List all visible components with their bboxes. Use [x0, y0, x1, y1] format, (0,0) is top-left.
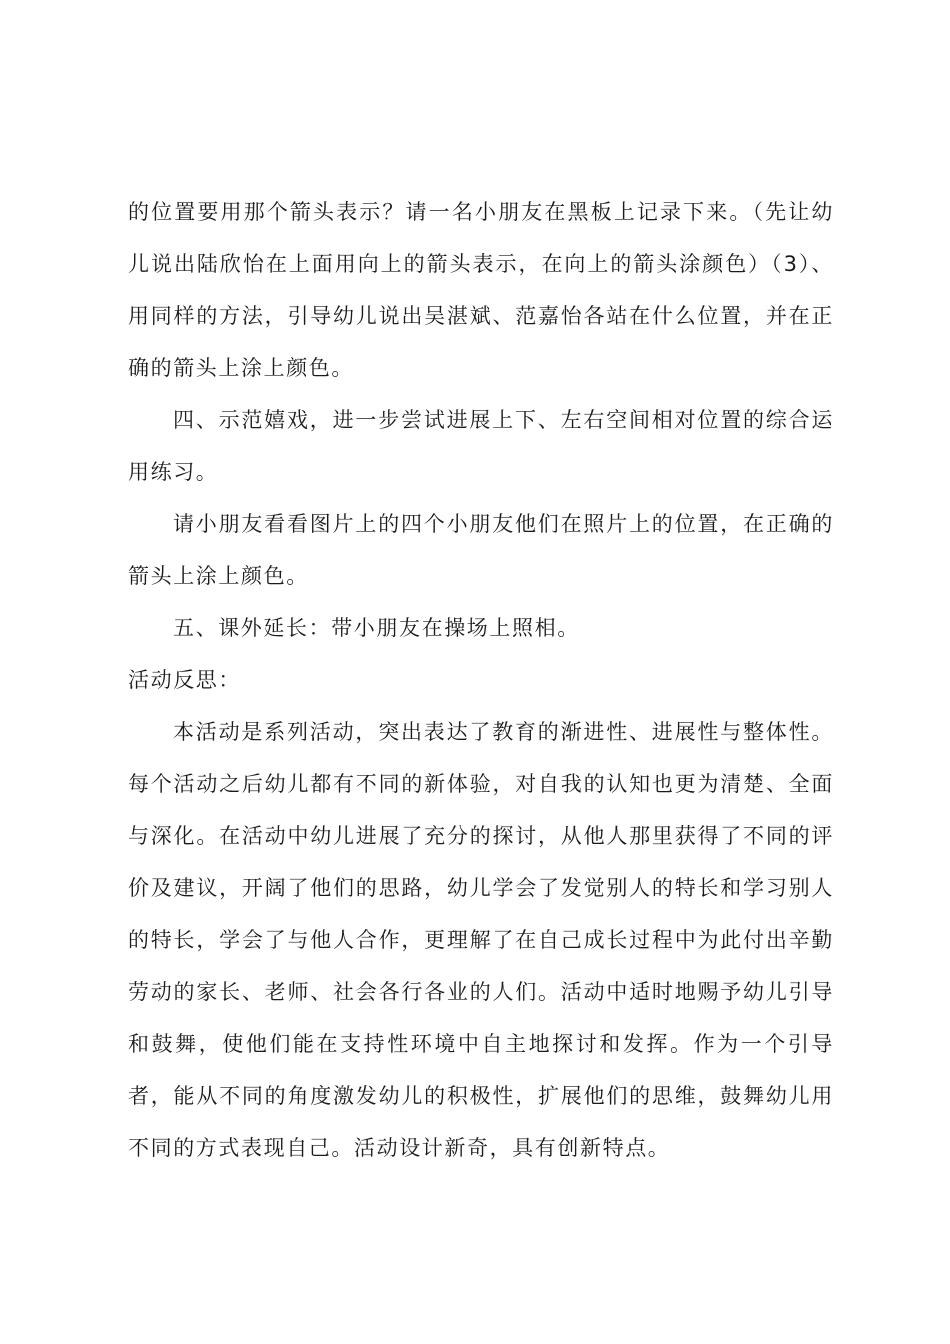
paragraph-step-four: 四、示范嬉戏，进一步尝试进展上下、左右空间相对位置的综合运用练习。: [128, 408, 834, 484]
paragraph-reflection: 本活动是系列活动，突出表达了教育的渐进性、进展性与整体性。每个活动之后幼儿都有不同的新体验，对自我的认知也更为清楚、全面与深化。在活动中幼儿进展了充分的探讨，从他人那里获得了不同的评价及建议，开阔了他们的思路，幼儿学会了发觉别人的特长和学习别人的特长，学会了与他人合作，更理解了在自己成长过程中为此付出辛勤劳动的家长、老师、社会各行各业的人们。活动中适时地赐予幼儿引导和鼓舞，使他们能在支持性环境中自主地探讨和发挥。作为一个引导者，能从不同的角度激发幼儿的积极性，扩展他们的思维，鼓舞幼儿用不同的方式表现自己。活动设计新奇，具有创新特点。: [128, 720, 834, 1160]
paragraph-step-five: 五、课外延长：带小朋友在操场上照相。: [173, 616, 580, 640]
paragraph-step-four-detail: 请小朋友看看图片上的四个小朋友他们在照片上的位置，在正确的箭头上涂上颜色。: [128, 512, 834, 588]
paragraph-continuation: 的位置要用那个箭头表示？请一名小朋友在黑板上记录下来。（先让幼儿说出陆欣怡在上面用向上的箭头表示，在向上的箭头涂颜色）（3）、用同样的方法，引导幼儿说出吴湛斌、范嘉怡各站在什么位置，并在正确的箭头上涂上颜色。: [128, 200, 834, 380]
document-body: [128, 186, 834, 1174]
section-heading-reflection: 活动反思：: [128, 668, 241, 692]
